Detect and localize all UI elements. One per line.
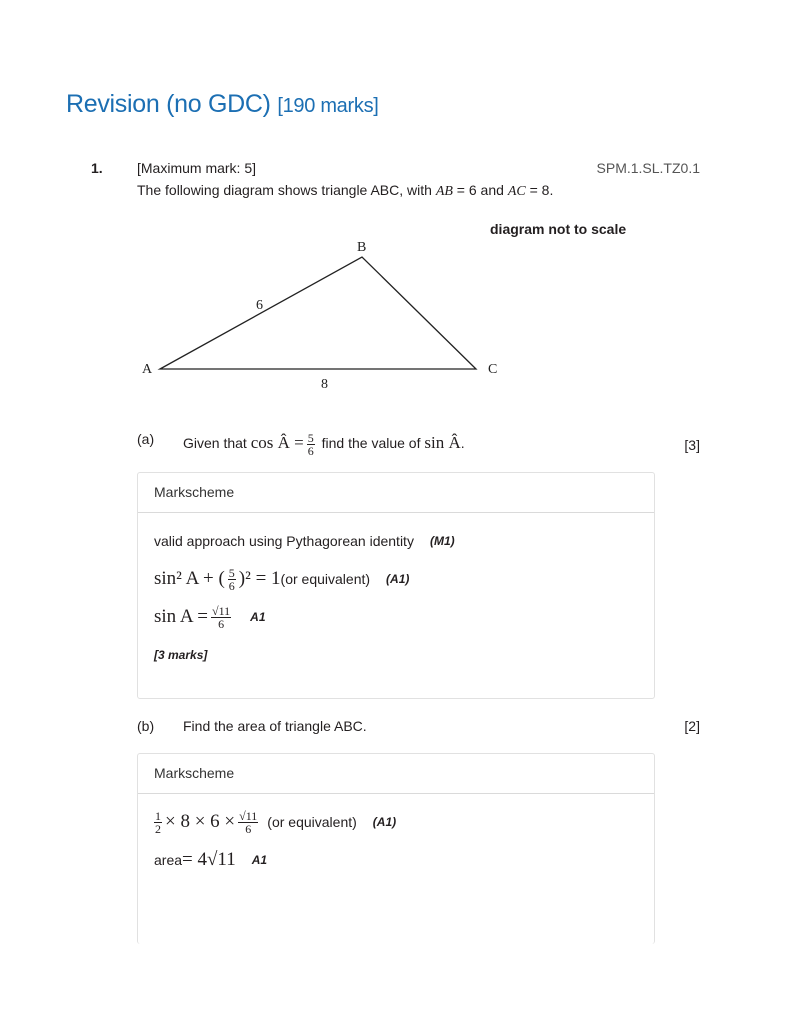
ms-b-root-fraction <box>238 810 258 835</box>
markscheme-a-line1 <box>154 527 638 555</box>
ms-a-line2-mark: (A1) <box>386 572 410 586</box>
stem-ac: AC <box>507 184 526 199</box>
markscheme-b-line2 <box>154 846 638 874</box>
ms-a-line3-mark: A1 <box>250 610 266 624</box>
part-b-marks: [2] <box>684 718 700 734</box>
markscheme-b <box>137 753 655 944</box>
triangle-diagram <box>138 232 518 397</box>
markscheme-a <box>137 472 655 699</box>
ms-a-line2-fraction <box>228 567 236 592</box>
markscheme-a-total <box>154 641 638 669</box>
ms-a-line1-text: valid approach using Pythagorean identity <box>154 533 414 549</box>
max-mark: [Maximum mark: 5] <box>137 160 257 176</box>
total-marks: [190 marks] <box>277 95 379 117</box>
stem-ab: AB <box>435 184 453 199</box>
part-b-label: (b) <box>137 718 155 734</box>
markscheme-b-line1 <box>154 808 638 836</box>
ms-b-line1-text: (or equivalent) <box>267 814 357 830</box>
part-a-text <box>183 432 465 457</box>
ms-b-line2-math: = 4√11 <box>182 849 236 870</box>
part-a-sin: sin Â <box>424 433 461 453</box>
question-reference: SPM.1.SL.TZ0.1 <box>596 160 700 176</box>
part-a-marks: [3] <box>684 437 700 453</box>
ms-b-line2-text: area <box>154 852 183 868</box>
fraction-denominator: 6 <box>218 616 225 631</box>
ms-b-line2-mark: A1 <box>251 853 268 867</box>
ms-a-line3-math: sin A = <box>154 606 209 627</box>
part-a-text-before: Given that <box>183 435 251 452</box>
fraction-numerator: 1 <box>155 808 161 823</box>
part-a-fraction <box>307 432 315 457</box>
fraction-numerator: 5 <box>228 565 235 580</box>
stem-suffix: = 8. <box>525 182 554 198</box>
fraction-denominator: 6 <box>245 821 252 836</box>
fraction-denominator: 6 <box>228 578 235 593</box>
markscheme-a-heading: Markscheme <box>138 473 654 513</box>
fraction-numerator: √11 <box>212 603 231 618</box>
fraction-denominator: 2 <box>155 821 161 836</box>
markscheme-b-heading: Markscheme <box>138 754 654 794</box>
part-a-label: (a) <box>137 431 155 447</box>
question-stem <box>137 182 553 200</box>
page-title <box>66 90 379 119</box>
fraction-denominator: 6 <box>307 444 314 458</box>
vertex-b-label: B <box>357 240 367 255</box>
ms-b-half <box>154 810 162 835</box>
fraction-numerator: √11 <box>239 808 258 823</box>
ms-a-line2-math-b: )² = 1 <box>238 568 281 589</box>
stem-mid: = 6 and <box>452 182 508 198</box>
vertex-a-label: A <box>142 362 153 377</box>
fraction-numerator: 5 <box>307 431 314 445</box>
part-b-text: Find the area of triangle ABC. <box>183 718 367 734</box>
markscheme-a-line3 <box>154 603 638 631</box>
question-number: 1. <box>91 160 103 176</box>
stem-prefix: The following diagram shows triangle ABC, with <box>137 182 436 198</box>
side-ab-label: 6 <box>256 298 263 313</box>
markscheme-a-line2 <box>154 565 638 593</box>
ms-a-line3-fraction <box>211 605 231 630</box>
vertex-c-label: C <box>488 362 498 377</box>
triangle-abc <box>160 257 476 369</box>
side-ac-label: 8 <box>321 377 328 392</box>
ms-a-line2-text: (or equivalent) <box>280 571 371 587</box>
ms-a-line2-math-a: sin² A + ( <box>154 568 225 589</box>
ms-a-line1-mark: (M1) <box>429 534 455 548</box>
diagram-note: diagram not to scale <box>490 221 627 237</box>
part-a-text-after: find the value of <box>317 435 425 452</box>
ms-a-total: [3 marks] <box>154 648 208 662</box>
ms-b-line1-math: × 8 × 6 × <box>165 811 236 832</box>
part-a-period: . <box>460 435 465 452</box>
ms-b-line1-mark: (A1) <box>372 815 397 829</box>
part-a-cos: cos Â = <box>250 433 304 453</box>
title-text: Revision (no GDC) <box>66 90 271 118</box>
